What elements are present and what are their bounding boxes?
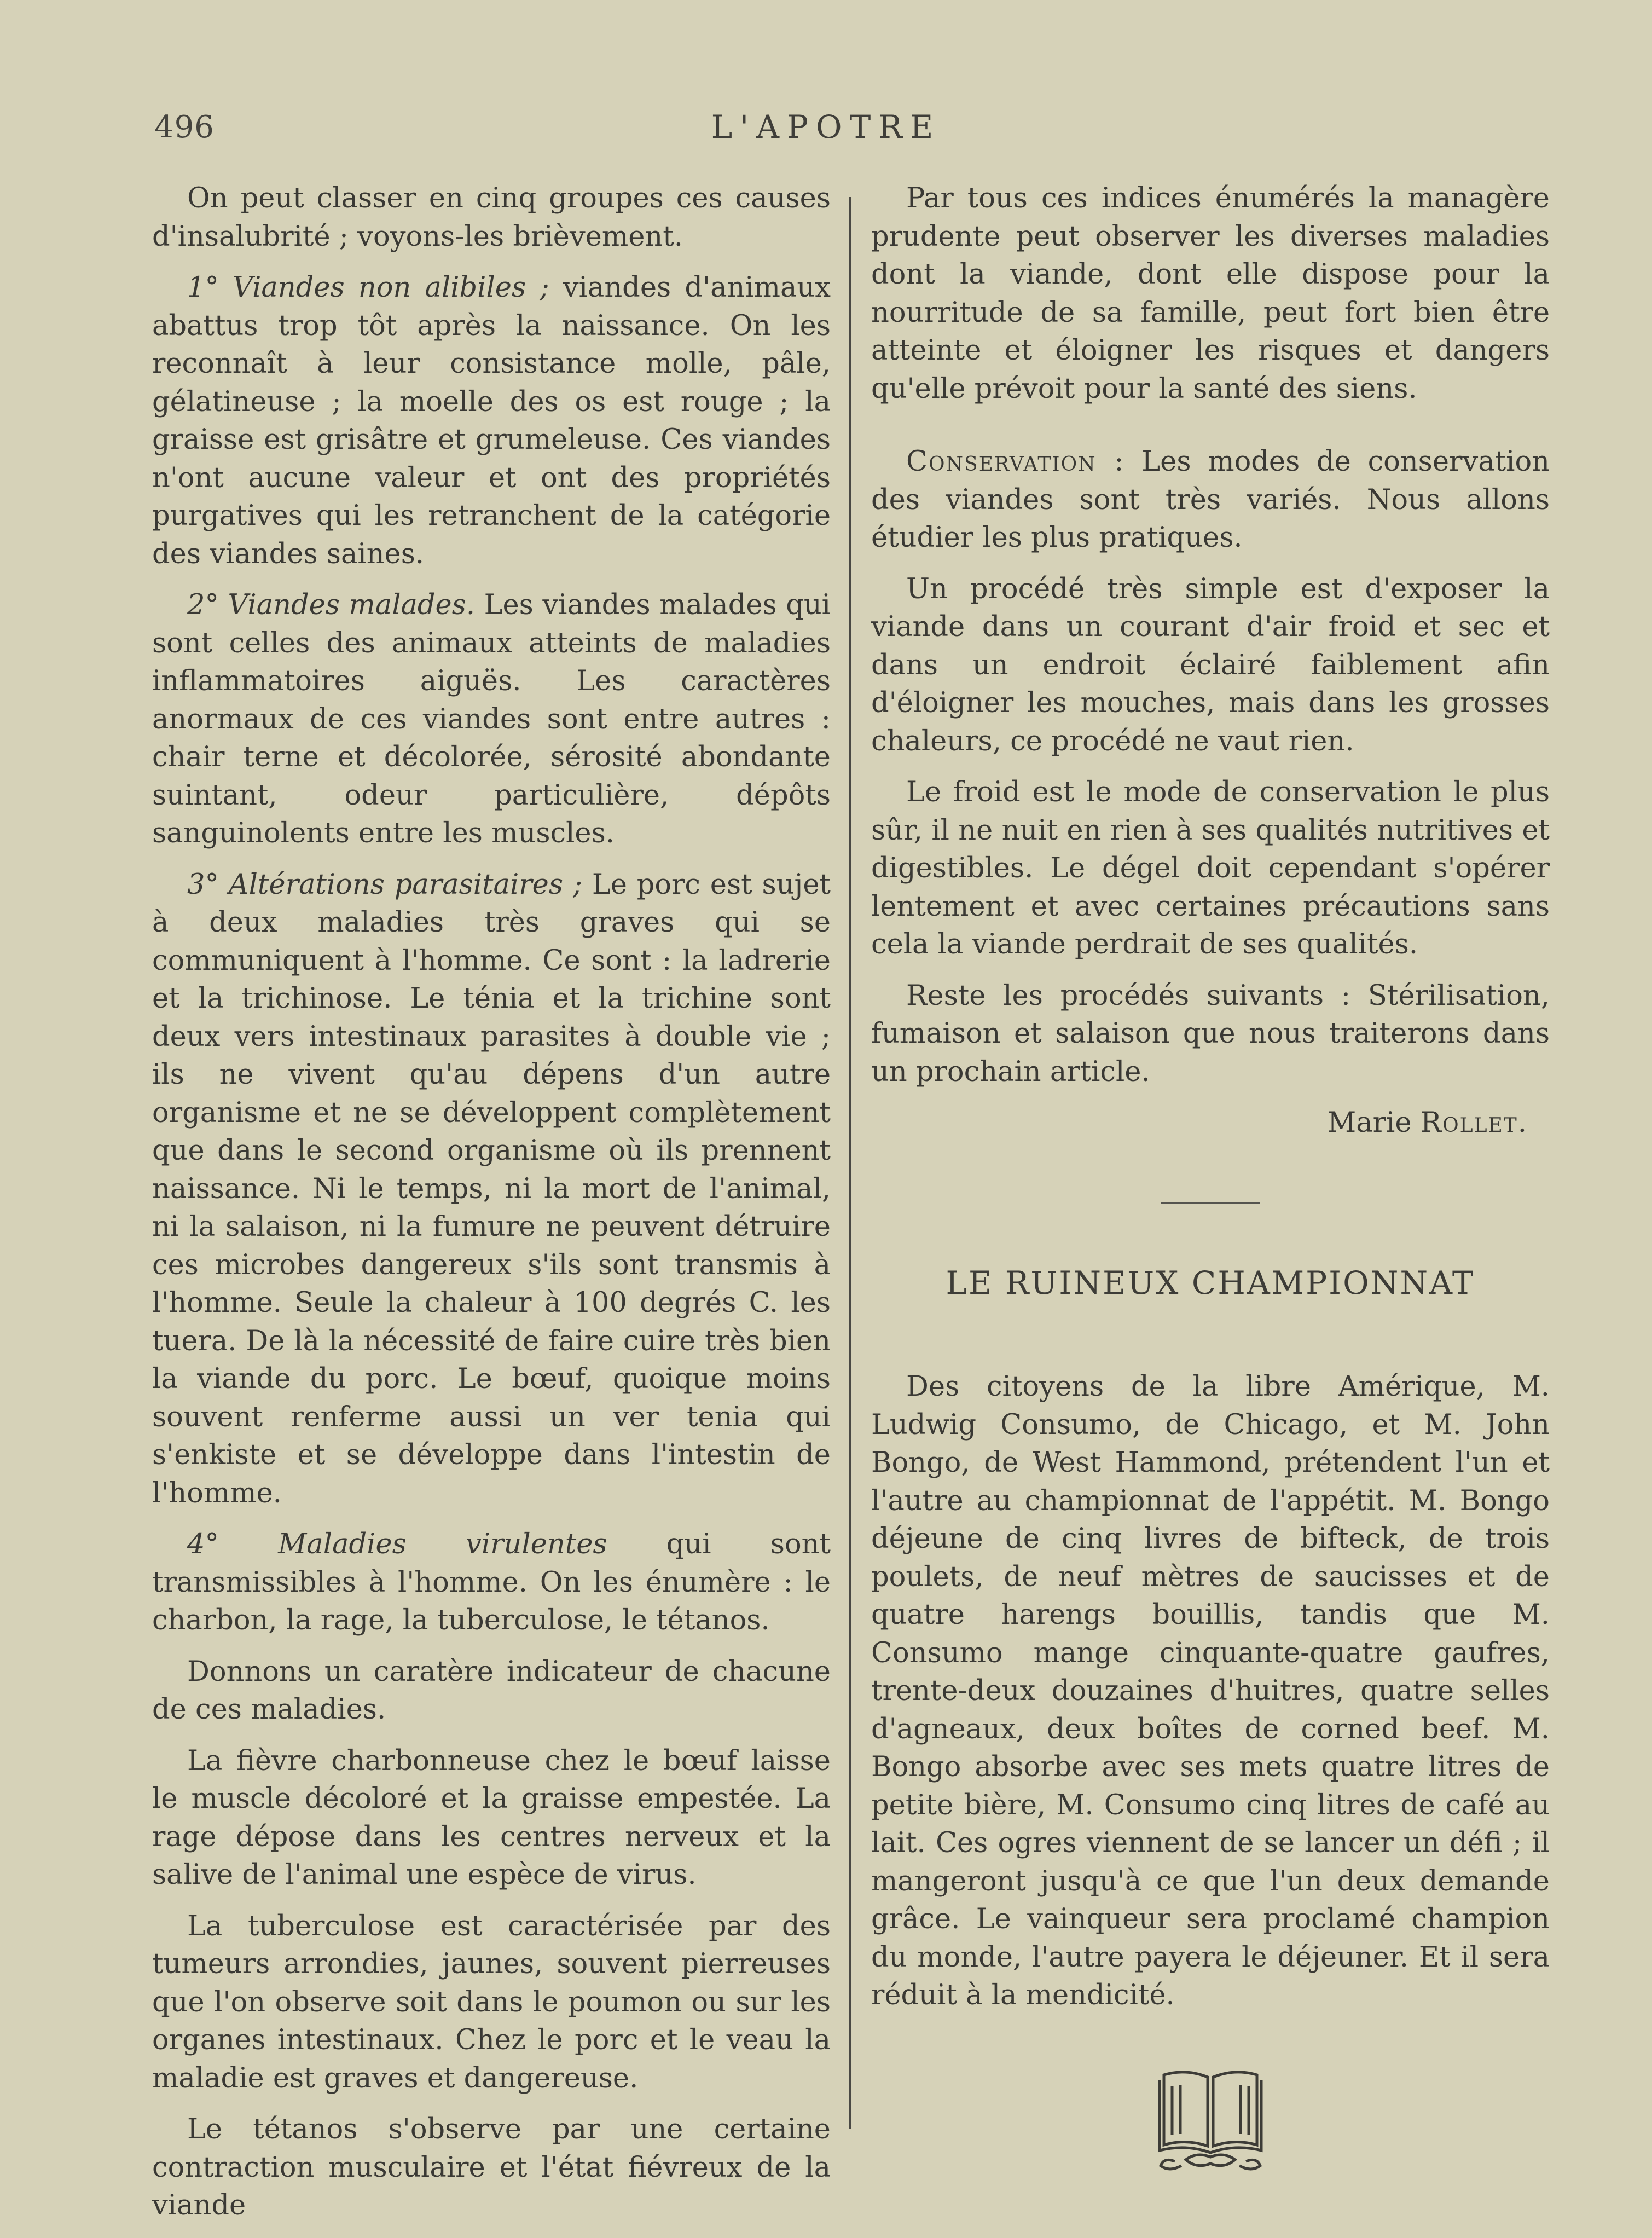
- paragraph-text: qui sont transmissibles à l'homme. On les énumère : le charbon, la rage, la tuberculose, le tétanos.: [152, 1528, 831, 1636]
- book-ornament-icon: [1153, 2064, 1268, 2173]
- section-label: 3° Altérations parasitaires ;: [187, 868, 582, 901]
- paragraph: La fièvre charbonneuse chez le bœuf laisse le muscle décoloré et la graisse empestée. La rage dépose dans les centres nerveux et la salive de l'animal une espèce de virus.: [152, 1744, 831, 1891]
- paragraph: Des citoyens de la libre Amérique, M. Ludwig Consumo, de Chicago, et M. John Bongo, de West Hammond, prétendent l'un et l'autre au championnat de l'appétit. M. Bongo déjeune de cinq livres de bifteck, de trois poulets, de neuf mètres de saucisses et de quatre harengs bouillis, tandis que M. Consumo mange cinquante-quatre gaufres, trente-deux douzaines d'huitres, quatre selles d'agneaux, deux boîtes de corned beef. M. Bongo absorbe avec ses mets quatre litres de petite bière, M. Consumo cinq litres de café au lait. Ces ogres viennent de se lancer un défi ; il mangeront jusqu'à ce que l'un deux demande grâce. Le vainqueur sera proclamé champion du monde, l'autre payera le déjeuner. Et il sera réduit à la mendicité.: [871, 1370, 1550, 2011]
- author-signature: [871, 1104, 1528, 1142]
- paragraph: Donnons un caratère indicateur de chacune de ces maladies.: [152, 1655, 831, 1726]
- paragraph-text: Le porc est sujet à deux maladies très graves qui se communiquent à l'homme. Ce sont : la ladrerie et la trichinose. Le ténia et la trichine sont deux vers intestinaux parasites à double vie ; ils ne vivent qu'au dépens d'un autre organisme et ne se développent complètement que dans le second organisme où ils prennent naissance. Ni le temps, ni la mort de l'animal, ni la salaison, ni la fumure ne peuvent détruire ces microbes dangereux s'ils sont transmis à l'homme. Seule la chaleur à 100 degrés C. les tuera. De là la nécessité de faire cuire très bien la viande du porc. Le bœuf, quoique moins souvent renferme aussi un ver tenia qui s'enkiste et se développe dans l'intestin de l'homme.: [152, 868, 831, 1510]
- paragraph: [871, 443, 1550, 557]
- paragraph: [152, 866, 831, 1513]
- running-title: L'APOTRE: [711, 108, 941, 146]
- author-first-name: Marie: [1328, 1107, 1421, 1139]
- page-number: 496: [154, 109, 215, 145]
- paragraph-text: Les viandes malades qui sont celles des animaux atteints de maladies inflammatoires aiguës. Les caractères anormaux de ces viandes sont entre autres : chair terne et décolorée, sérosité abondante suintant, odeur particulière, dépôts sanguinolents entre les muscles.: [152, 589, 831, 849]
- paragraph: [152, 1525, 831, 1640]
- author-last-name: Rollet.: [1420, 1107, 1528, 1139]
- paragraph: On peut classer en cinq groupes ces causes d'insalubrité ; voyons-les brièvement.: [152, 182, 831, 253]
- section-label: 2° Viandes malades.: [187, 589, 476, 621]
- paragraph: Reste les procédés suivants : Stérilisation, fumaison et salaison que nous traiterons dans un prochain article.: [871, 979, 1550, 1088]
- right-column: [871, 180, 1550, 2183]
- left-column: [152, 180, 831, 2238]
- paragraph: Le froid est le mode de conservation le plus sûr, il ne nuit en rien à ses qualités nutritives et digestibles. Le dégel doit cependant s'opérer lentement et avec certaines précautions sans cela la viande perdrait de ses qualités.: [871, 776, 1550, 961]
- paragraph: [152, 586, 831, 853]
- paragraph: Le tétanos s'observe par une certaine contraction musculaire et l'état fiévreux de la viande: [152, 2113, 831, 2222]
- paragraph: Par tous ces indices énumérés la managère prudente peut observer les diverses maladies dont la viande, dont elle dispose pour la nourritude de sa famille, peut fort bien être atteinte et éloigner les risques et dangers qu'elle prévoit pour la santé des siens.: [871, 182, 1550, 405]
- column-rule: [849, 197, 851, 2129]
- section-divider: [1161, 1202, 1260, 1204]
- section-label: Conservation :: [906, 446, 1125, 478]
- paragraph-text: viandes d'animaux abattus trop tôt après la naissance. On les reconnaît à leur consistance molle, pâle, gélatineuse ; la moelle des os est rouge ; la graisse est grisâtre et grumeleuse. Ces viandes n'ont aucune valeur et ont des propriétés purgatives qui les retranchent de la catégorie des viandes saines.: [152, 271, 831, 570]
- paragraph: Un procédé très simple est d'exposer la viande dans un courant d'air froid et sec et dans un endroit éclairé faiblement afin d'éloigner les mouches, mais dans les grosses chaleurs, ce procédé ne vaut rien.: [871, 572, 1550, 757]
- paragraph-text: Les modes de conservation des viandes sont très variés. Nous allons étudier les plus pratiques.: [871, 446, 1550, 554]
- article-title: LE RUINEUX CHAMPIONNAT: [946, 1264, 1475, 1302]
- paragraph: La tuberculose est caractérisée par des tumeurs arrondies, jaunes, souvent pierreuses que l'on observe soit dans le poumon ou sur les organes intestinaux. Chez le porc et le veau la maladie est graves et dangereuse.: [152, 1910, 831, 2095]
- section-label: 4° Maladies virulentes: [187, 1528, 607, 1560]
- section-label: 1° Viandes non alibiles ;: [187, 271, 549, 304]
- paragraph: [152, 269, 831, 573]
